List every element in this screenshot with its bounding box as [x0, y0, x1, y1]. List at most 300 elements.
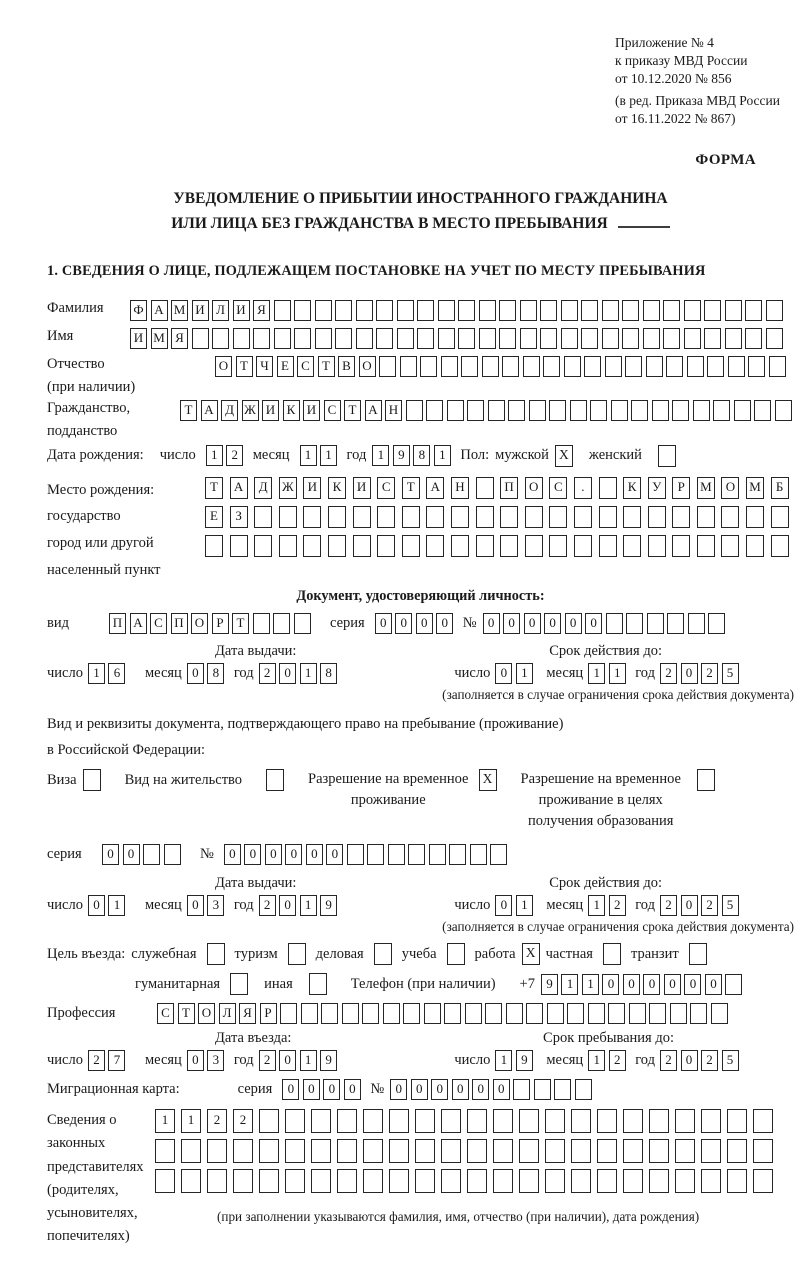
doc_number-cell[interactable] — [606, 613, 623, 634]
surname-cell[interactable] — [602, 300, 619, 321]
patronymic-cell[interactable]: В — [338, 356, 355, 377]
rep_row1-cell[interactable] — [415, 1109, 435, 1133]
patronymic-cell[interactable]: Т — [318, 356, 335, 377]
res_valid_month-cell[interactable]: 2 — [609, 895, 626, 916]
patronymic-cell[interactable] — [605, 356, 622, 377]
citizenship-cell[interactable] — [631, 400, 648, 421]
rep_row2-cell[interactable] — [311, 1139, 331, 1163]
birth_month-cell[interactable]: 1 — [300, 445, 317, 466]
given_name-cell[interactable] — [499, 328, 516, 349]
rep_row1-cell[interactable] — [285, 1109, 305, 1133]
purpose-transit-checkbox[interactable] — [689, 943, 707, 965]
patronymic-cell[interactable] — [461, 356, 478, 377]
doc_number-cell[interactable]: 0 — [585, 613, 602, 634]
surname-cell[interactable] — [479, 300, 496, 321]
profession-cell[interactable] — [342, 1003, 359, 1024]
birth_place_row1-cell[interactable]: М — [697, 477, 715, 499]
rep_row1-cell[interactable] — [675, 1109, 695, 1133]
rep_row2-cell[interactable] — [519, 1139, 539, 1163]
given_name-cell[interactable] — [643, 328, 660, 349]
patronymic-cell[interactable] — [564, 356, 581, 377]
rep_row2-cell[interactable] — [207, 1139, 227, 1163]
res_issue_year-cell[interactable]: 0 — [279, 895, 296, 916]
mig_number-cell[interactable]: 0 — [431, 1079, 448, 1100]
citizenship-cell[interactable] — [447, 400, 464, 421]
rep_row2-cell[interactable] — [181, 1139, 201, 1163]
profession-cell[interactable] — [383, 1003, 400, 1024]
stay_day-cell[interactable]: 1 — [495, 1050, 512, 1071]
entry_year-cell[interactable]: 0 — [279, 1050, 296, 1071]
res_number-cell[interactable] — [490, 844, 507, 865]
birth_place_row3-cell[interactable] — [599, 535, 617, 557]
res_issue_month-cell[interactable]: 3 — [207, 895, 224, 916]
birth_place_row2-cell[interactable] — [328, 506, 346, 528]
patronymic-cell[interactable] — [441, 356, 458, 377]
citizenship-cell[interactable] — [508, 400, 525, 421]
birth_month-cell[interactable]: 1 — [320, 445, 337, 466]
stay_month-cell[interactable]: 1 — [588, 1050, 605, 1071]
birth_place_row3-cell[interactable] — [451, 535, 469, 557]
birth_day-cell[interactable]: 2 — [226, 445, 243, 466]
patronymic-cell[interactable] — [400, 356, 417, 377]
birth_year-cell[interactable]: 9 — [393, 445, 410, 466]
birth_place_row3-cell[interactable] — [353, 535, 371, 557]
phone_number-cell[interactable]: 0 — [643, 974, 660, 995]
rep_row3-cell[interactable] — [571, 1169, 591, 1193]
res_issue_day-cell[interactable]: 0 — [88, 895, 105, 916]
birth_place_row2-cell[interactable] — [254, 506, 272, 528]
rep_row2-cell[interactable] — [753, 1139, 773, 1163]
given_name-cell[interactable] — [212, 328, 229, 349]
given_name-cell[interactable] — [294, 328, 311, 349]
doc_issue_day-cell[interactable]: 6 — [108, 663, 125, 684]
patronymic-cell[interactable] — [687, 356, 704, 377]
birth_place_row2-cell[interactable] — [599, 506, 617, 528]
patronymic-cell[interactable] — [543, 356, 560, 377]
res_valid_day-cell[interactable]: 1 — [516, 895, 533, 916]
patronymic-cell[interactable]: О — [359, 356, 376, 377]
surname-cell[interactable] — [561, 300, 578, 321]
given_name-cell[interactable] — [479, 328, 496, 349]
mig_series-cell[interactable]: 0 — [282, 1079, 299, 1100]
birth_year-cell[interactable]: 1 — [372, 445, 389, 466]
patronymic-cell[interactable]: Е — [277, 356, 294, 377]
rep_row3-cell[interactable] — [753, 1169, 773, 1193]
birth_place_row2-cell[interactable] — [623, 506, 641, 528]
rep_row1-cell[interactable] — [363, 1109, 383, 1133]
patronymic-cell[interactable] — [666, 356, 683, 377]
surname-cell[interactable] — [417, 300, 434, 321]
citizenship-cell[interactable] — [775, 400, 792, 421]
doc_number-cell[interactable]: 0 — [544, 613, 561, 634]
rep_row3-cell[interactable] — [233, 1169, 253, 1193]
doc_valid_year-cell[interactable]: 5 — [722, 663, 739, 684]
surname-cell[interactable]: А — [151, 300, 168, 321]
birth_place_row1-cell[interactable]: М — [746, 477, 764, 499]
rep_row2-cell[interactable] — [285, 1139, 305, 1163]
male-checkbox[interactable]: X — [555, 445, 573, 467]
birth_place_row1-cell[interactable]: И — [303, 477, 321, 499]
stay_month-cell[interactable]: 2 — [609, 1050, 626, 1071]
res_valid_year-cell[interactable]: 2 — [660, 895, 677, 916]
profession-cell[interactable] — [588, 1003, 605, 1024]
rep_row1-cell[interactable] — [727, 1109, 747, 1133]
doc_issue_day-cell[interactable]: 1 — [88, 663, 105, 684]
mig_number-cell[interactable]: 0 — [390, 1079, 407, 1100]
rep_row2-cell[interactable] — [545, 1139, 565, 1163]
rep_row3-cell[interactable] — [545, 1169, 565, 1193]
phone_number-cell[interactable]: 0 — [684, 974, 701, 995]
birth_place_row2-cell[interactable] — [353, 506, 371, 528]
doc_series-cell[interactable]: 0 — [416, 613, 433, 634]
doc_valid_year-cell[interactable]: 2 — [701, 663, 718, 684]
birth_place_row1-cell[interactable]: Д — [254, 477, 272, 499]
birth_place_row3-cell[interactable] — [254, 535, 272, 557]
doc_number-cell[interactable]: 0 — [503, 613, 520, 634]
profession-cell[interactable] — [649, 1003, 666, 1024]
phone_number-cell[interactable]: 0 — [623, 974, 640, 995]
surname-cell[interactable] — [540, 300, 557, 321]
given_name-cell[interactable] — [397, 328, 414, 349]
res_number-cell[interactable] — [470, 844, 487, 865]
surname-cell[interactable] — [766, 300, 783, 321]
given_name-cell[interactable] — [745, 328, 762, 349]
doc_type-cell[interactable]: Т — [232, 613, 249, 634]
mig_number-cell[interactable] — [534, 1079, 551, 1100]
res_valid_year-cell[interactable]: 2 — [701, 895, 718, 916]
birth_place_row2-cell[interactable] — [402, 506, 420, 528]
res_series-cell[interactable] — [143, 844, 160, 865]
profession-cell[interactable]: Я — [239, 1003, 256, 1024]
purpose-official-checkbox[interactable] — [207, 943, 225, 965]
doc_type-cell[interactable] — [294, 613, 311, 634]
rep_row1-cell[interactable] — [519, 1109, 539, 1133]
profession-cell[interactable] — [711, 1003, 728, 1024]
res_issue_year-cell[interactable]: 1 — [300, 895, 317, 916]
doc_type-cell[interactable]: Р — [212, 613, 229, 634]
rep_row1-cell[interactable] — [571, 1109, 591, 1133]
phone_number-cell[interactable]: 0 — [664, 974, 681, 995]
doc_issue_year-cell[interactable]: 2 — [259, 663, 276, 684]
profession-cell[interactable] — [608, 1003, 625, 1024]
doc_series-cell[interactable]: 0 — [395, 613, 412, 634]
profession-cell[interactable]: Л — [219, 1003, 236, 1024]
birth_place_row2-cell[interactable] — [771, 506, 789, 528]
doc_valid_year-cell[interactable]: 2 — [660, 663, 677, 684]
citizenship-cell[interactable]: С — [324, 400, 341, 421]
citizenship-cell[interactable]: Т — [344, 400, 361, 421]
given_name-cell[interactable] — [684, 328, 701, 349]
birth_place_row2-cell[interactable] — [549, 506, 567, 528]
birth_place_row3-cell[interactable] — [476, 535, 494, 557]
surname-cell[interactable] — [745, 300, 762, 321]
birth_place_row2-cell[interactable] — [746, 506, 764, 528]
birth_place_row1-cell[interactable]: С — [549, 477, 567, 499]
birth_place_row3-cell[interactable] — [697, 535, 715, 557]
birth_place_row3-cell[interactable] — [525, 535, 543, 557]
rep_row1-cell[interactable] — [545, 1109, 565, 1133]
rep_row3-cell[interactable] — [675, 1169, 695, 1193]
doc_issue_month-cell[interactable]: 0 — [187, 663, 204, 684]
doc_number-cell[interactable] — [626, 613, 643, 634]
birth_place_row1-cell[interactable]: А — [426, 477, 444, 499]
patronymic-cell[interactable] — [379, 356, 396, 377]
doc_type-cell[interactable]: П — [171, 613, 188, 634]
rep_row1-cell[interactable] — [441, 1109, 461, 1133]
given_name-cell[interactable] — [561, 328, 578, 349]
surname-cell[interactable]: М — [171, 300, 188, 321]
profession-cell[interactable]: Т — [178, 1003, 195, 1024]
birth_place_row1-cell[interactable]: Б — [771, 477, 789, 499]
doc_type-cell[interactable] — [253, 613, 270, 634]
stay_year-cell[interactable]: 5 — [722, 1050, 739, 1071]
rep_row3-cell[interactable] — [389, 1169, 409, 1193]
rep_row3-cell[interactable] — [623, 1169, 643, 1193]
birth_place_row2-cell[interactable] — [303, 506, 321, 528]
rep_row2-cell[interactable] — [363, 1139, 383, 1163]
given_name-cell[interactable] — [274, 328, 291, 349]
rep_row2-cell[interactable] — [649, 1139, 669, 1163]
given_name-cell[interactable] — [725, 328, 742, 349]
res_number-cell[interactable]: 0 — [326, 844, 343, 865]
citizenship-cell[interactable]: К — [283, 400, 300, 421]
rep_row2-cell[interactable] — [233, 1139, 253, 1163]
patronymic-cell[interactable] — [482, 356, 499, 377]
res_number-cell[interactable] — [449, 844, 466, 865]
given_name-cell[interactable] — [540, 328, 557, 349]
profession-cell[interactable] — [301, 1003, 318, 1024]
surname-cell[interactable]: И — [192, 300, 209, 321]
given_name-cell[interactable] — [520, 328, 537, 349]
birth_place_row2-cell[interactable] — [574, 506, 592, 528]
entry_year-cell[interactable]: 9 — [320, 1050, 337, 1071]
mig_number-cell[interactable] — [513, 1079, 530, 1100]
birth_place_row2-cell[interactable]: З — [230, 506, 248, 528]
res_issue_year-cell[interactable]: 2 — [259, 895, 276, 916]
surname-cell[interactable]: Л — [212, 300, 229, 321]
patronymic-cell[interactable] — [728, 356, 745, 377]
rep_row2-cell[interactable] — [155, 1139, 175, 1163]
given_name-cell[interactable]: М — [151, 328, 168, 349]
citizenship-cell[interactable] — [488, 400, 505, 421]
doc_number-cell[interactable]: 0 — [524, 613, 541, 634]
res_valid_year-cell[interactable]: 5 — [722, 895, 739, 916]
citizenship-cell[interactable] — [734, 400, 751, 421]
mig_series-cell[interactable]: 0 — [303, 1079, 320, 1100]
res_valid_day-cell[interactable]: 0 — [495, 895, 512, 916]
doc_valid_month-cell[interactable]: 1 — [588, 663, 605, 684]
rep_row1-cell[interactable]: 1 — [181, 1109, 201, 1133]
birth_day-cell[interactable]: 1 — [206, 445, 223, 466]
profession-cell[interactable] — [547, 1003, 564, 1024]
citizenship-cell[interactable]: А — [365, 400, 382, 421]
rep_row1-cell[interactable] — [467, 1109, 487, 1133]
mig_number-cell[interactable]: 0 — [472, 1079, 489, 1100]
stay_year-cell[interactable]: 2 — [660, 1050, 677, 1071]
given_name-cell[interactable] — [704, 328, 721, 349]
entry_month-cell[interactable]: 0 — [187, 1050, 204, 1071]
patronymic-cell[interactable] — [707, 356, 724, 377]
birth_place_row3-cell[interactable] — [328, 535, 346, 557]
surname-cell[interactable]: Я — [253, 300, 270, 321]
rep_row2-cell[interactable] — [467, 1139, 487, 1163]
given_name-cell[interactable] — [192, 328, 209, 349]
rep_row3-cell[interactable] — [155, 1169, 175, 1193]
rep_row1-cell[interactable] — [259, 1109, 279, 1133]
doc_valid_day-cell[interactable]: 0 — [495, 663, 512, 684]
citizenship-cell[interactable] — [467, 400, 484, 421]
purpose-business-checkbox[interactable] — [374, 943, 392, 965]
rep_row3-cell[interactable] — [519, 1169, 539, 1193]
birth_place_row1-cell[interactable]: К — [623, 477, 641, 499]
res_series-cell[interactable]: 0 — [123, 844, 140, 865]
given_name-cell[interactable] — [766, 328, 783, 349]
surname-cell[interactable] — [499, 300, 516, 321]
female-checkbox[interactable] — [658, 445, 676, 467]
rep_row2-cell[interactable] — [623, 1139, 643, 1163]
profession-cell[interactable] — [465, 1003, 482, 1024]
rep_row2-cell[interactable] — [337, 1139, 357, 1163]
profession-cell[interactable] — [526, 1003, 543, 1024]
surname-cell[interactable] — [684, 300, 701, 321]
given_name-cell[interactable] — [622, 328, 639, 349]
res_issue_year-cell[interactable]: 9 — [320, 895, 337, 916]
profession-cell[interactable] — [362, 1003, 379, 1024]
birth_place_row3-cell[interactable] — [279, 535, 297, 557]
birth_place_row2-cell[interactable] — [525, 506, 543, 528]
birth_place_row2-cell[interactable] — [721, 506, 739, 528]
surname-cell[interactable] — [581, 300, 598, 321]
temp-residence-checkbox[interactable]: X — [479, 769, 497, 791]
birth_place_row3-cell[interactable] — [549, 535, 567, 557]
rep_row2-cell[interactable] — [701, 1139, 721, 1163]
rep_row1-cell[interactable] — [649, 1109, 669, 1133]
birth_place_row3-cell[interactable] — [672, 535, 690, 557]
citizenship-cell[interactable] — [529, 400, 546, 421]
profession-cell[interactable]: Р — [260, 1003, 277, 1024]
rep_row3-cell[interactable] — [337, 1169, 357, 1193]
birth_place_row1-cell[interactable]: О — [525, 477, 543, 499]
residence-permit-checkbox[interactable] — [266, 769, 284, 791]
profession-cell[interactable] — [424, 1003, 441, 1024]
surname-cell[interactable] — [704, 300, 721, 321]
res_number-cell[interactable]: 0 — [285, 844, 302, 865]
birth_place_row3-cell[interactable] — [426, 535, 444, 557]
rep_row1-cell[interactable] — [597, 1109, 617, 1133]
rep_row1-cell[interactable]: 2 — [207, 1109, 227, 1133]
surname-cell[interactable] — [643, 300, 660, 321]
birth_place_row2-cell[interactable] — [279, 506, 297, 528]
given_name-cell[interactable] — [335, 328, 352, 349]
birth_place_row2-cell[interactable] — [697, 506, 715, 528]
surname-cell[interactable] — [725, 300, 742, 321]
doc_issue_year-cell[interactable]: 1 — [300, 663, 317, 684]
res_series-cell[interactable] — [164, 844, 181, 865]
res_series-cell[interactable]: 0 — [102, 844, 119, 865]
birth_place_row3-cell[interactable] — [402, 535, 420, 557]
citizenship-cell[interactable]: А — [201, 400, 218, 421]
mig_number-cell[interactable] — [575, 1079, 592, 1100]
patronymic-cell[interactable] — [584, 356, 601, 377]
res_valid_month-cell[interactable]: 1 — [588, 895, 605, 916]
mig_number-cell[interactable]: 0 — [411, 1079, 428, 1100]
res_issue_day-cell[interactable]: 1 — [108, 895, 125, 916]
surname-cell[interactable] — [397, 300, 414, 321]
res_number-cell[interactable] — [347, 844, 364, 865]
rep_row3-cell[interactable] — [207, 1169, 227, 1193]
rep_row2-cell[interactable] — [259, 1139, 279, 1163]
given_name-cell[interactable] — [458, 328, 475, 349]
citizenship-cell[interactable]: Ж — [242, 400, 259, 421]
birth_place_row2-cell[interactable] — [672, 506, 690, 528]
citizenship-cell[interactable]: Н — [385, 400, 402, 421]
rep_row3-cell[interactable] — [727, 1169, 747, 1193]
phone_number-cell[interactable]: 1 — [561, 974, 578, 995]
surname-cell[interactable] — [356, 300, 373, 321]
profession-cell[interactable] — [670, 1003, 687, 1024]
birth_place_row1-cell[interactable]: . — [574, 477, 592, 499]
birth_place_row1-cell[interactable]: Р — [672, 477, 690, 499]
doc_issue_month-cell[interactable]: 8 — [207, 663, 224, 684]
patronymic-cell[interactable] — [769, 356, 786, 377]
citizenship-cell[interactable]: И — [303, 400, 320, 421]
birth_place_row2-cell[interactable] — [451, 506, 469, 528]
rep_row1-cell[interactable]: 1 — [155, 1109, 175, 1133]
rep_row3-cell[interactable] — [285, 1169, 305, 1193]
birth_place_row1-cell[interactable]: А — [230, 477, 248, 499]
res_number-cell[interactable]: 0 — [244, 844, 261, 865]
profession-cell[interactable]: О — [198, 1003, 215, 1024]
surname-cell[interactable] — [520, 300, 537, 321]
profession-cell[interactable] — [444, 1003, 461, 1024]
purpose-tourism-checkbox[interactable] — [288, 943, 306, 965]
res_number-cell[interactable] — [429, 844, 446, 865]
surname-cell[interactable] — [315, 300, 332, 321]
profession-cell[interactable] — [485, 1003, 502, 1024]
profession-cell[interactable] — [403, 1003, 420, 1024]
patronymic-cell[interactable] — [625, 356, 642, 377]
phone_number-cell[interactable]: 0 — [602, 974, 619, 995]
rep_row1-cell[interactable]: 2 — [233, 1109, 253, 1133]
citizenship-cell[interactable]: И — [262, 400, 279, 421]
rep_row3-cell[interactable] — [441, 1169, 461, 1193]
purpose-work-checkbox[interactable]: X — [522, 943, 540, 965]
citizenship-cell[interactable] — [426, 400, 443, 421]
doc_series-cell[interactable]: 0 — [436, 613, 453, 634]
rep_row3-cell[interactable] — [467, 1169, 487, 1193]
doc_type-cell[interactable] — [273, 613, 290, 634]
given_name-cell[interactable] — [356, 328, 373, 349]
rep_row3-cell[interactable] — [311, 1169, 331, 1193]
citizenship-cell[interactable] — [693, 400, 710, 421]
entry_year-cell[interactable]: 1 — [300, 1050, 317, 1071]
surname-cell[interactable] — [438, 300, 455, 321]
birth_place_row3-cell[interactable] — [500, 535, 518, 557]
birth_place_row1-cell[interactable]: Н — [451, 477, 469, 499]
rep_row2-cell[interactable] — [597, 1139, 617, 1163]
given_name-cell[interactable] — [438, 328, 455, 349]
rep_row1-cell[interactable] — [389, 1109, 409, 1133]
birth_place_row3-cell[interactable] — [623, 535, 641, 557]
rep_row3-cell[interactable] — [649, 1169, 669, 1193]
visa-checkbox[interactable] — [83, 769, 101, 791]
citizenship-cell[interactable] — [652, 400, 669, 421]
birth_place_row3-cell[interactable] — [648, 535, 666, 557]
phone_number-cell[interactable]: 0 — [705, 974, 722, 995]
profession-cell[interactable] — [690, 1003, 707, 1024]
rep_row2-cell[interactable] — [493, 1139, 513, 1163]
doc_number-cell[interactable] — [688, 613, 705, 634]
